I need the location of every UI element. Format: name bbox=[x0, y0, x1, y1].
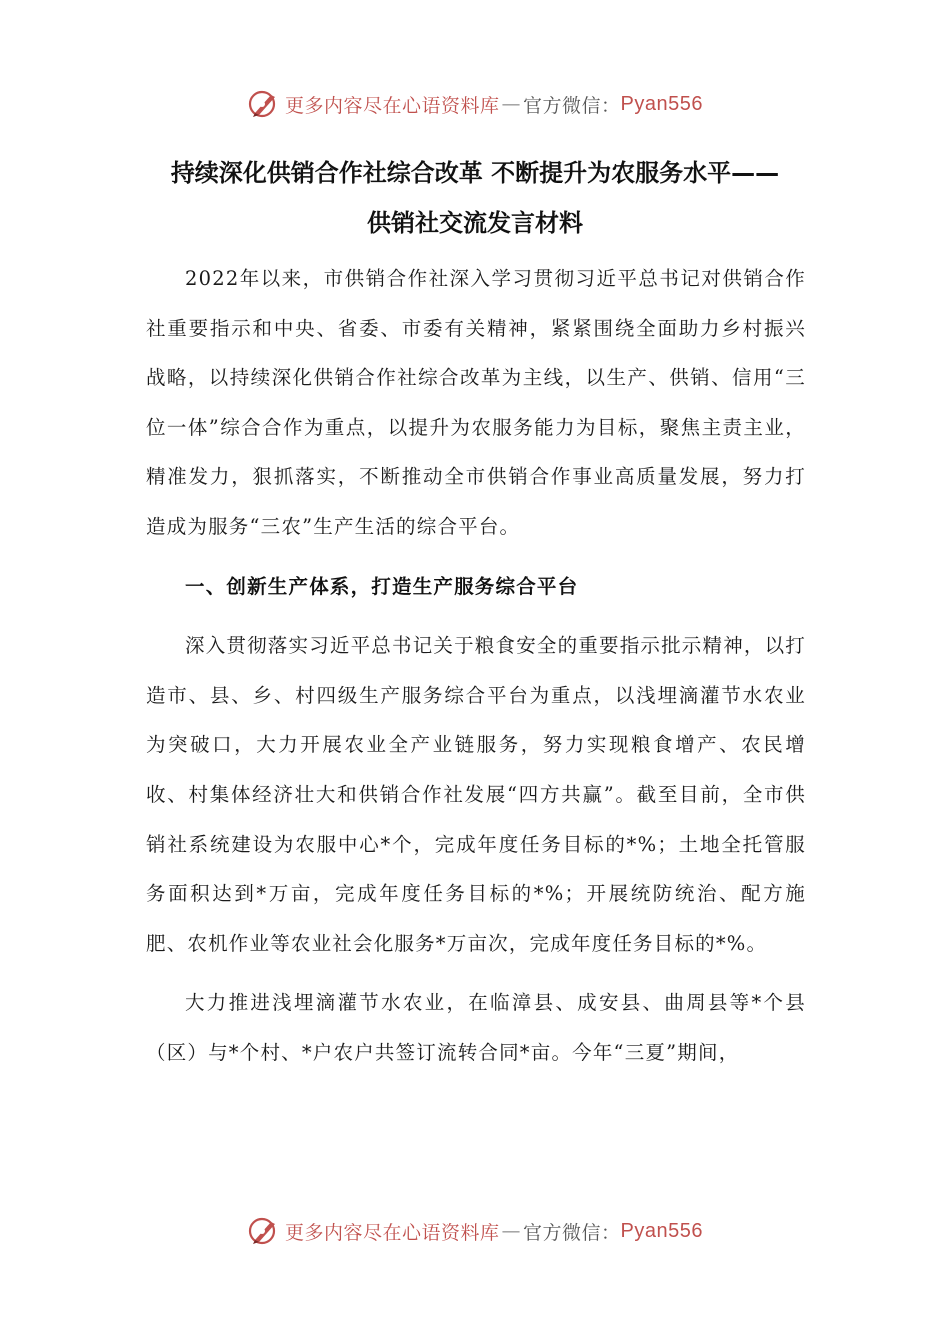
watermark-label: 官方微信： bbox=[523, 94, 621, 117]
document-body bbox=[146, 254, 806, 1088]
section-heading-1: 一、创新生产体系，打造生产服务综合平台 bbox=[185, 574, 579, 598]
pen-logo-icon bbox=[247, 87, 281, 121]
document-title bbox=[120, 148, 830, 248]
watermark-account: Pyan556 bbox=[620, 92, 703, 115]
paragraph-section1-b: 大力推进浅埋滴灌节水农业，在临漳县、成安县、曲周县等*个县（区）与*个村、*户农户共签订流转合同*亩。今年“三夏”期间， bbox=[146, 991, 806, 1064]
pen-logo-icon bbox=[247, 1214, 281, 1248]
watermark-footer bbox=[0, 1211, 950, 1251]
watermark-brand: 更多内容尽在心语资料库 bbox=[285, 94, 500, 117]
watermark-brand: 更多内容尽在心语资料库 bbox=[285, 1221, 500, 1244]
title-line-1: 持续深化供销合作社综合改革 不断提升为农服务水平—— bbox=[170, 159, 780, 187]
watermark-account: Pyan556 bbox=[620, 1219, 703, 1242]
watermark-separator: — bbox=[501, 1220, 522, 1242]
paragraph-intro: 2022年以来，市供销合作社深入学习贯彻习近平总书记对供销合作社重要指示和中央、省委、市委有关精神，紧紧围绕全面助力乡村振兴战略，以持续深化供销合作社综合改革为主线，以生产、供销、信用“三位一体”综合合作为重点，以提升为农服务能力为目标，聚焦主责主业，精准发力，狠抓落实，不断推动全市供销合作事业高质量发展，努力打造成为服务“三农”生产生活的综合平台。 bbox=[146, 267, 806, 538]
title-line-2: 供销社交流发言材料 bbox=[367, 209, 583, 237]
watermark-header bbox=[0, 84, 950, 124]
watermark-label: 官方微信： bbox=[523, 1221, 621, 1244]
paragraph-section1-a: 深入贯彻落实习近平总书记关于粮食安全的重要指示批示精神，以打造市、县、乡、村四级生产服务综合平台为重点，以浅埋滴灌节水农业为突破口，大力开展农业全产业链服务，努力实现粮食增产、农民增收、村集体经济壮大和供销合作社发展“四方共赢”。截至目前，全市供销社系统建设为农服中心*个，完成年度任务目标的*%；土地全托管服务面积达到*万亩，完成年度任务目标的*%；开展统防统治、配方施肥、农机作业等农业社会化服务*万亩次，完成年度任务目标的*%。 bbox=[146, 634, 807, 955]
watermark-separator: — bbox=[501, 93, 522, 115]
